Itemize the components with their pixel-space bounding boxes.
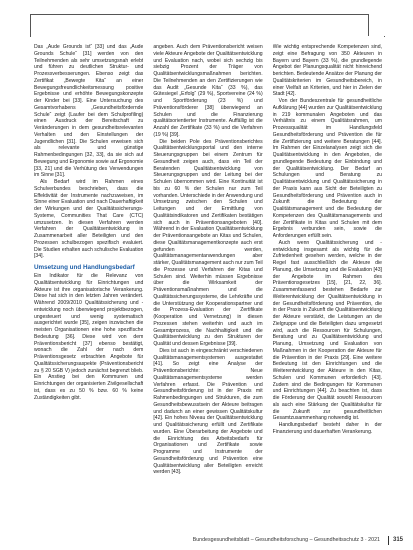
body-paragraph: Von der Bundeszentrale für gesundheitliche Aufklärung [44] wurden zur Qualitätsentwicklung in 219 kommunalen Angeboten und das Verhältnis zu einem Qualitätsrahmen, um Prozessqualität im Handlungsfeld Gesundheitsförderung und Prävention die für die Zertifizierung und weitere Beratungen [44]. Im Rahmen der Einzelanalysen zeigt sich die Qualitätsentwicklung in den Angeboten, die grundlegende Bedeutung der Einbindung und der Qualitätsentwicklung. Der Bedarf an Schulungen und Beratung zu Qualitätsentwicklung und Qualitätssicherung in der Praxis kann aus Sicht der Beteiligten zu Gesundheitsförderung und Prävention auch in Zukunft die Bedeutung der Qualitätsmanagement und die Bedeutung der Kompetenzen des Qualitätsmanagements und der Zertifikate in Kitas und Schulen mit dem Ergebnis verbunden sein, sowie die Anforderungen erfüllt sein. bbox=[272, 98, 382, 239]
column-2 bbox=[153, 44, 262, 522]
section-heading: Umsetzung und Handlungsbedarf bbox=[34, 264, 135, 271]
page-number: 315 bbox=[392, 537, 403, 543]
footer-journal-line: Bundesgesundheitsblatt – Gesundheitsforschung – Gesundheitsschutz 3 · 2021 bbox=[192, 537, 380, 543]
page-footer bbox=[0, 534, 403, 546]
body-paragraph: Auch wenn Qualitätssicherung und -entwicklung insgesamt als wichtig für die Zufriedenheit gesehen werden, welche in der Regel fast ausschließlich die Akteure die Planung, die Umsetzung und die Evaluation [43] der Angebote im Rahmen des Präventionsgesetzes [15], [21, 22, 36]. Zusammenfassend bestehen Bedarfe zur Weiterentwicklung der Qualitätsentwicklung in der Gesundheitsförderung und Prävention, die in der Praxis in Zukunft die Qualitätsentwicklung der Akteure verstärkt, die Leistungen an die Zielgruppe und die Beteiligten dazu umgesetzt wird, auch die Ressourcen für Schulungen, Beratung und zu Qualitätsentwicklung und Planung, Umsetzung und Evaluation von Maßnahmen in der Kooperation der Akteure für die Prävention in der Praxis [29]. Eine weitere Bedeutung ist den Einrichtungen und die Weiterentwicklung der Akteure in den Kitas, Schulen und Kommunen erforderlich [43]. Zudem sind die Bedingungen für Kommunen und Einrichtungen [44]. Zu beachten ist, dass die Förderung der Qualität sowohl Ressourcen als auch eine Stärkung der Qualitätskultur für die Zukunft zur gesundheitlichen Gesamtzusammenhang notwendig ist. bbox=[272, 239, 382, 422]
body-paragraph: Dies ist auch in eingeschränkt verschiedenen Qualitätsmanagementsystemen ausgestattet [41]. So zeigt eine Analyse der Präventionsberichte: Neue Qualitätsmanagementsysteme werden Verfahren erfasst. Die Prävention und Gesundheitsförderung ist in der Praxis mit Rahmenbedingungen und Strukturen, die zum Gesundheitsbewusstsein der Akteure beitragen und dadurch an einer gewissen Qualitätskultur [42]. Ein hohes Niveau der Qualitätsentwicklung und Qualitätssicherung erfüllt und Zertifikate wurden. Eine Überarbeitung der Angebote und die Einrichtung des Arbeitsbedarfs für Organisationen und Zertifikate sowie Programme und Instrumente der Gesundheitsförderung und Prävention eine Qualitätsentwicklung aller Beteiligten erreicht werden [43]. bbox=[153, 347, 263, 476]
body-paragraph: Das „Aude Grounds ist“ [33] und das „Aude Grounds Schule“ [31] werden von den Teilnehmenden als sehr umsetzungsnah erlebt und führen zu deutlichen Struktur- und Prozessverbesserungen. Ebenso zeigt das Zertifikat „Bewegte Kita“ an einer Bewegungsfreundlichkeitsmessung positive Ergebnisse und erhöhte Bewegungskonzepte der Kinder bei [33]. Eine Untersuchung des Gesamtvorhabens „Gesundheitsfördernde Schule“ zeigt (Laufer bei dem Schulprofiling) einen Ausdruck der Bereitschaft zu Veränderungen in dem gesundheitsrelevanten Verhalten und den Einstellungen der Jugendlichen [31]. Die Schulen erweisen sich als relevante und günstige Rahmenbedingungen [32, 33], da sie sich auf Bewegung und Ergonomie sowie auf Ergonomie [33, 21] und die Verhütung des Verwendungen im Sinne [31]. bbox=[34, 44, 144, 179]
body-paragraph: Ein Indikator für die Relevanz von Qualitätsentwicklung für Einrichtungen und Akteure ist ihre organisatorische Verankerung. Diese hat sich in den letzten Jahren verändert. Während 2009/2010 Qualitätssicherung und -entwicklung noch überwiegend projektbezogen, ungesteuert und wenig systematisch ausgerichtet wurde [35], zeigen inzwischen die meisten Organisationen eine hohe spezifische Bedeutung [36]. Diese wird von dem Präventionsbericht [37] ebenso bestätigt, wonach die Zahl der nach dem Präventionsgesetz erbrachten Angebote für Qualitätssicherungsaspekte (Präventionsbericht zu § 20 SGB V) jedoch zunächst begrenzt blieb. Ein Anstieg bei den Kommunen und Einrichtungen der organisierten Zivilgesellschaft ist, dass es zu 50 % bzw. 60 % keine Zuständigkeiten gibt. bbox=[34, 273, 144, 401]
page-header-frame bbox=[30, 14, 385, 37]
header-fold-decoration bbox=[368, 14, 385, 36]
body-paragraph: angeben. Auch dem Präventionsbericht weisen viele Akteure Angebote der Qualitätsentwicklung und Evaluation nach, wobei sich sechzig bis siebzig Prozent der Träger von Qualitätsentwicklungsmaßnahmen berichten. Die Teilnehmenden an den Zertifizierungen wie das Audit „Gesunde Kita“ (33 %), das Gütesiegel „Erfolg“ (29 %), Sportvereine (24 %) und Sportförderung (23 %) und Präventionsförderer [38] überwiegend an Schulen und die Finanzierung qualitätsorientierter Instrumente. Auffällig ist die Anzahl der Zertifikate (33 %) und die Verfahren (19 %) [39]. bbox=[153, 44, 263, 138]
body-paragraph: Die beiden Pole des Präventionsberichtes Qualitätsentwicklungsportal und den interne Steuerungsgruppen bei einem Zentrum für Gesundheit zeigen auch, dass ein Teil der Beratenden Qualitätsentwicklung von Steuerungsgruppen und der Leitung bei der Schulen übernommen wird. Eine Kontinuität ist bis zu 60 % der Schulen nur zum Teil vorhanden. Unterschiede in der Anwendung und Umsetzung zwischen den Schulen und Leitungen und der Ermittlung von Qualitätsindikatoren und Zertifikaten bestätigen sich auch in Präventionsangeboten [40]. Während in der Evaluation Qualitätsentwicklung der Präventionsangebote an Kitas und Schulen, diese Qualitätsmanagementkonzepte auch erst gefunden werden, Qualitätsmanagementanwendungen aber stärker, Qualitätsmanagement auch nur zum Teil die Prozesse und Verfahren der Kitas und Schulen sind. Weiterhin müssen Ergebnisse über die Wirksamkeit der Präventionsmaßnahmen und die Qualitätssicherungssysteme, die Lehrkräfte und die Unterstützung der Kooperationspartner und die Prozess-Evaluation der Zertifikate (Kooperation und Vernetzung) in diesen Prozessen stehen weiterhin und auch im Gesamtprozess, die Nachhaltigkeit und die Qualitätsentwicklung zu den Strukturen der Qualität und dessen Ergebnisse [39]. bbox=[153, 138, 263, 347]
body-paragraph: Als Bedarf wird im Rahmen eines Schulverbundes beschrieben, dass die Effektivität der Instrumente nachzuweisen, im Sinne einer Evaluation und nach Dauerhaftigkeit der Wirkungen und der Qualitätssicherungs-Systeme, Communities That Care (CTC) umzusetzen. In diesen Verfahren werden Verfahren der Qualitätsentwicklung in Zusammenarbeit aller Beteiligten und den Prozessen schulbezogen spezifisch evaluiert. Die Studien erhalten auch schulische Evaluation [34]. bbox=[34, 179, 144, 260]
body-paragraph: Handlungsbedarf besteht daher in der Finanzierung und dauerhaften Verankerung. bbox=[272, 422, 382, 435]
footer-separator bbox=[388, 536, 389, 545]
column-3 bbox=[273, 44, 382, 522]
column-1 bbox=[34, 44, 143, 522]
article-body bbox=[34, 44, 382, 522]
body-paragraph: Wie wichtig entsprechende Kompetenzen sind, zeigt eine Befragung von 350 Akteuren in Bayern und Bayern (33 %), die grundlegende Angebot der Planungsqualität nicht hinreichend berichten. Bedeutende Ansätze der Planung der Qualitätskriterien im Gesundheitsbereich, in einer Vielfalt an Kriterien, und hier in Zielen der Stadt [42]. bbox=[272, 44, 382, 98]
